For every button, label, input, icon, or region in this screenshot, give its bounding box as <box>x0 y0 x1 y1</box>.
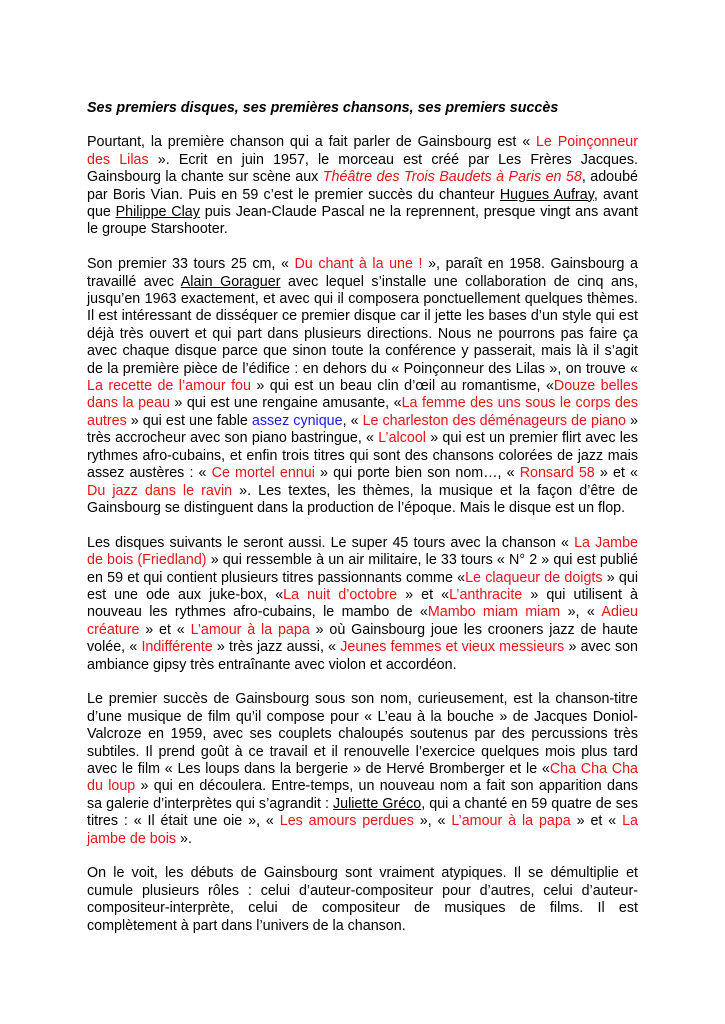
text-run: puis Jean-Claude Pascal ne la reprennent, presque vingt ans avant le groupe Starshooter. <box>87 204 638 238</box>
text-run: ». Les textes, les thèmes, la musique et la façon d’être de Gainsbourg se distinguent dans la production de l’époque. Mais le disque est un flop. <box>87 482 638 516</box>
song-title: Mambo miam miam <box>427 604 561 621</box>
song-title: La Jambe de bois (Friedland) <box>87 534 638 569</box>
paragraph-1 <box>87 134 638 238</box>
text-run: , avant que <box>87 186 638 221</box>
song-title: Le Poinçonneur des Lilas <box>87 134 638 168</box>
song-title: L’alcool <box>378 430 426 447</box>
text-run: » très jazz aussi, « <box>212 639 341 656</box>
highlighted-phrase: assez cynique <box>251 412 343 429</box>
text-run: » qui en découlera. Entre-temps, un nouveau nom a fait son apparition dans sa galerie d’interprètes qui s’agrandit : <box>87 778 638 812</box>
text-run: » très accrocheur avec son piano bastringue, « <box>87 412 638 447</box>
text-run: » qui utilisent à nouveau les rythmes afro-cubains, le mambo de « <box>87 586 638 621</box>
text-run: » et « <box>139 621 191 638</box>
song-title: La nuit d’octobre <box>283 586 398 603</box>
person-link[interactable]: Philippe Clay <box>115 204 200 221</box>
text-run: ». <box>176 830 192 847</box>
song-title: La femme des uns sous le corps des autres <box>87 395 638 429</box>
paragraph-2 <box>87 256 638 517</box>
text-run: », « <box>560 604 602 621</box>
song-title: Cha Cha Cha du loup <box>87 760 638 795</box>
text-run: ». Ecrit en juin 1957, le morceau est créé par Les Frères Jacques. Gainsbourg la chante sur scène aux <box>87 151 639 186</box>
text-run: » qui porte bien son nom…, « <box>314 465 520 482</box>
song-title: Jeunes femmes et vieux messieurs <box>340 639 565 656</box>
text-run: » et « <box>594 465 638 482</box>
text-run: », paraît en 1958. Gainsbourg a travaillé avec <box>87 256 638 290</box>
song-title: Le charleston des déménageurs de piano <box>362 412 626 429</box>
text-run: » qui est une rengaine amusante, « <box>169 395 402 412</box>
song-title: Les amours perdues <box>279 813 414 830</box>
text-run: » où Gainsbourg joue les crooners jazz de haute volée, « <box>87 621 638 656</box>
song-title: L’amour à la papa <box>451 813 571 830</box>
person-link[interactable]: Hugues Aufray <box>499 186 594 203</box>
document-page <box>87 100 638 952</box>
text-run: , adoubé par Boris Vian. Puis en 59 c’est le premier succès du chanteur <box>87 169 638 203</box>
text-run: Les disques suivants le seront aussi. Le super 45 tours avec la chanson « <box>87 534 575 551</box>
paragraph-5 <box>87 865 638 935</box>
song-title: Douze belles dans la peau <box>87 378 639 412</box>
text-run: » qui est une fable <box>126 412 252 429</box>
song-title: Ce mortel ennui <box>211 465 315 482</box>
person-link[interactable]: Alain Goraguer <box>180 273 281 290</box>
text-run: avec lequel s’installe une collaboration de cinq ans, jusqu’en 1963 exactement, et avec qui il composera ponctuellement quelques thèmes. Il est intéressant de disséquer ce premier disque car il jette les bases d’un style qui est déjà très ouvert et qui part dans plusieurs directions. Nous ne pourrons pas faire ça avec chaque disque parce que sinon toute la conférence y passerait, mais là il s’agit de la première pièce de l’édifice : en dehors du « Poinçonneur des Lilas », on trouve « <box>87 273 638 377</box>
paragraph-3 <box>87 535 638 674</box>
song-title: Du jazz dans le ravin <box>87 482 233 499</box>
song-title: Le claqueur de doigts <box>465 569 603 586</box>
text-run: » qui ressemble à un air militaire, le 33 tours « N° 2 » qui est publié en 59 et qui contient plusieurs titres passionnants comme « <box>87 552 638 586</box>
person-link[interactable]: Juliette Gréco <box>332 795 422 812</box>
paragraph-4 <box>87 691 638 848</box>
text-run: » qui est un beau clin d’œil au romantisme, « <box>250 378 554 395</box>
text-run: , qui a chanté en 59 quatre de ses titres : « Il était une oie », « <box>87 795 638 830</box>
song-title: La jambe de bois <box>87 813 638 847</box>
text-run: Pourtant, la première chanson qui a fait parler de Gainsbourg est « <box>87 134 536 151</box>
text-run: » avec son ambiance gipsy très entraînante avec violon et accordéon. <box>87 639 638 673</box>
text-run: » et « <box>570 813 623 830</box>
song-title: L’amour à la papa <box>190 621 310 638</box>
text-run: », « <box>413 813 452 830</box>
text-run: Le premier succès de Gainsbourg sous son nom, curieusement, est la chanson-titre d’une musique de film qu’il compose pour « L’eau à la bouche » de Jacques Doniol-Valcroze en 1959, avec ses couplets chaloupés soutenus par des percussions très subtiles. Il prend goût à ce travail et il renouvelle l’exercice quelques mois plus tard avec le film « Les loups dans la bergerie » de Hervé Bromberger et le « <box>87 691 638 777</box>
text-run: » qui est une ode aux juke-box, « <box>87 569 639 603</box>
album-title: Du chant à la une ! <box>294 256 423 273</box>
song-title: Adieu créature <box>87 604 638 638</box>
section-title: Ses premiers disques, ses premières chansons, ses premiers succès <box>87 100 559 116</box>
text-run: » qui est un premier flirt avec les rythmes afro-cubains, et enfin trois titres qui sont des chansons colorées de jazz mais assez austères : « <box>87 430 638 482</box>
text-run: On le voit, les débuts de Gainsbourg sont vraiment atypiques. Il se démultiplie et cumule plusieurs rôles : celui d’auteur-compositeur pour d’autres, celui d’auteur-compositeur-interprète, celui de compositeur de musiques de films. Il est complètement à part dans l’univers de la chanson. <box>87 865 638 934</box>
venue-name: Théâtre des Trois Baudets à Paris en 58 <box>322 169 582 186</box>
song-title: Ronsard 58 <box>519 465 595 482</box>
song-title: Indifférente <box>141 639 213 656</box>
song-title: L’anthracite <box>449 586 523 603</box>
text-run: Son premier 33 tours 25 cm, « <box>87 256 295 273</box>
text-run: , « <box>342 412 363 429</box>
song-title: La recette de l’amour fou <box>87 378 251 395</box>
text-run: » et « <box>397 586 450 603</box>
